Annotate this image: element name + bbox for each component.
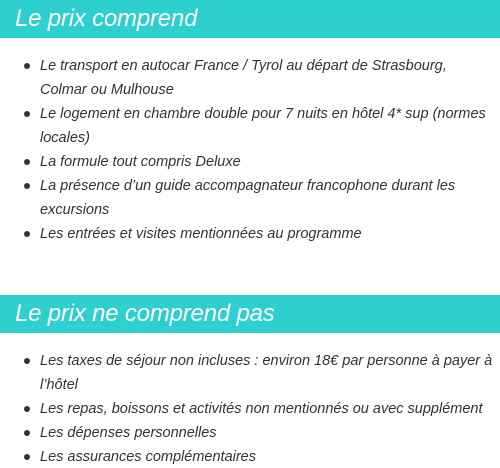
included-section-header <box>0 0 500 38</box>
list-item-text: Les taxes de séjour non incluses : environ 18€ par personne à payer à l’hôtel <box>40 353 493 393</box>
list-item-text: Le transport en autocar France / Tyrol au départ de Strasbourg, Colmar ou Mulhouse <box>40 58 447 98</box>
bullet-icon <box>24 159 30 165</box>
bullet-icon <box>24 183 30 189</box>
included-section-title: Le prix comprend <box>15 5 198 32</box>
list-item <box>0 102 500 150</box>
list-item-text: Les assurances complémentaires <box>40 449 256 465</box>
list-item <box>0 349 500 397</box>
bullet-icon <box>24 63 30 69</box>
not-included-section-header <box>0 295 500 333</box>
list-item-text: Les entrées et visites mentionnées au programme <box>40 226 362 242</box>
list-item <box>0 150 500 174</box>
list-item-text: Les dépenses personnelles <box>40 425 217 441</box>
bullet-icon <box>24 430 30 436</box>
bullet-icon <box>24 454 30 460</box>
list-item <box>0 445 500 468</box>
list-item-text: Le logement en chambre double pour 7 nuits en hôtel 4* sup (normes locales) <box>40 106 486 146</box>
list-item-text: Les repas, boissons et activités non mentionnés ou avec supplément <box>40 401 483 417</box>
list-item-text: La présence d’un guide accompagnateur francophone durant les excursions <box>40 178 456 218</box>
not-included-list <box>0 349 500 468</box>
list-item <box>0 174 500 222</box>
included-list <box>0 54 500 246</box>
bullet-icon <box>24 358 30 364</box>
list-item <box>0 222 500 246</box>
list-item <box>0 421 500 445</box>
bullet-icon <box>24 231 30 237</box>
list-item-text: La formule tout compris Deluxe <box>40 154 241 170</box>
not-included-section-title: Le prix ne comprend pas <box>15 300 275 327</box>
list-item <box>0 54 500 102</box>
bullet-icon <box>24 406 30 412</box>
list-item <box>0 397 500 421</box>
bullet-icon <box>24 111 30 117</box>
